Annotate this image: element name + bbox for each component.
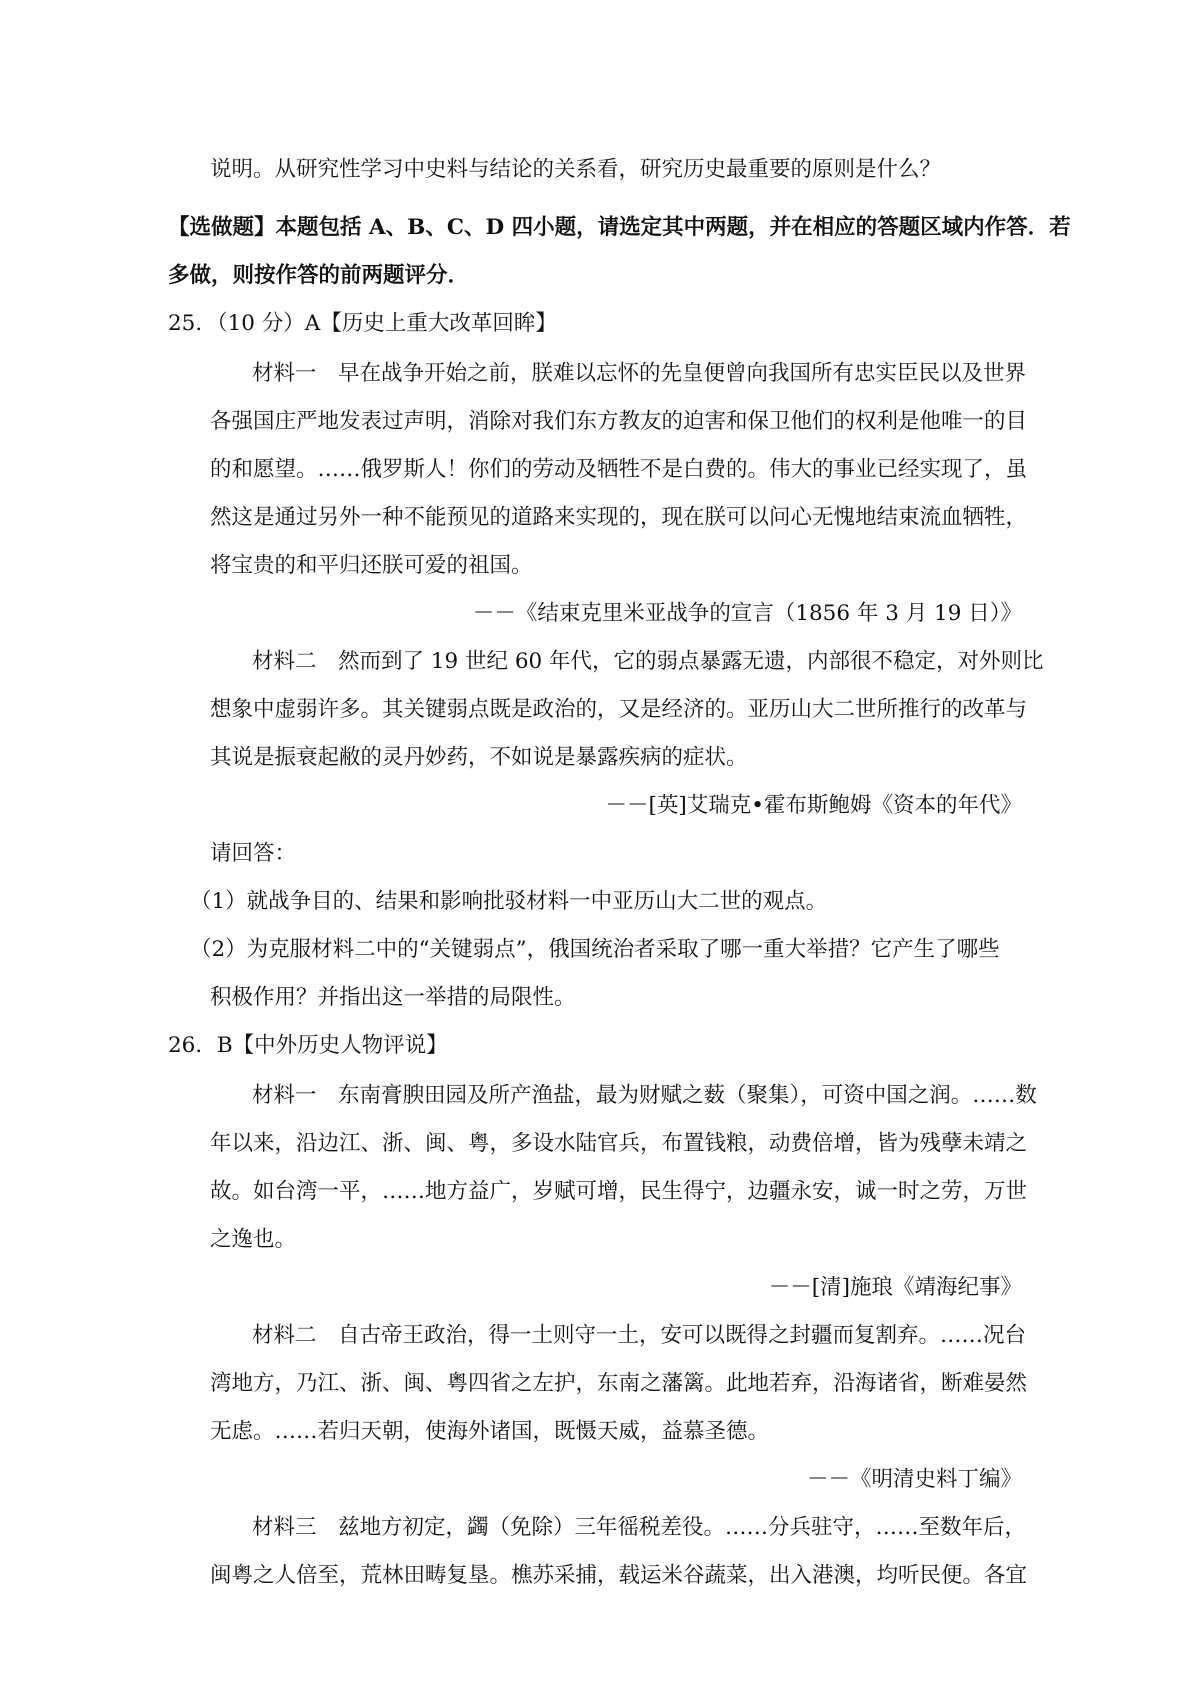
elective-instruction-line1: 【选做题】本题包括 A、B、C、D 四小题，请选定其中两题，并在相应的答题区域内作答．若 bbox=[168, 215, 1071, 240]
q25-material1-line: 然这是通过另外一种不能预见的道路来实现的，现在朕可以问心无愧地结束流血牺牲， bbox=[210, 505, 1028, 530]
q25-prompt: 请回答： bbox=[210, 841, 297, 866]
q26-source2: －－《明清史料丁编》 bbox=[806, 1467, 1022, 1492]
q25-material1-line: 将宝贵的和平归还朕可爱的祖国。 bbox=[210, 553, 533, 578]
q25-question2-line: 积极作用？并指出这一举措的局限性。 bbox=[210, 985, 576, 1010]
q25-question1: （1）就战争目的、结果和影响批驳材料一中亚历山大二世的观点。 bbox=[190, 889, 828, 914]
q25-material1-line: 的和愿望。……俄罗斯人！你们的劳动及牺牲不是白费的。伟大的事业已经实现了，虽 bbox=[210, 457, 1028, 482]
q25-material1-line: 各强国庄严地发表过声明，消除对我们东方教友的迫害和保卫他们的权利是他唯一的目 bbox=[210, 409, 1028, 434]
elective-instruction-line2: 多做，则按作答的前两题评分． bbox=[168, 263, 470, 288]
q25-source1: －－《结束克里米亚战争的宣言（1856 年 3 月 19 日）》 bbox=[472, 601, 1022, 626]
q25-material1-line: 材料一 早在战争开始之前，朕难以忘怀的先皇便曾向我国所有忠实臣民以及世界 bbox=[252, 361, 1027, 386]
q25-material2-line: 材料二 然而到了 19 世纪 60 年代，它的弱点暴露无遗，内部很不稳定，对外则比 bbox=[252, 649, 1044, 674]
q26-material2-line: 湾地方，乃江、浙、闽、粤四省之左护，东南之藩篱。此地若弃，沿海诸省，断难晏然 bbox=[210, 1371, 1028, 1396]
q25-question2-line: （2）为克服材料二中的“关键弱点”，俄国统治者采取了哪一重大举措？它产生了哪些 bbox=[190, 937, 1000, 962]
q25-source2: －－[英]艾瑞克•霍布斯鲍姆《资本的年代》 bbox=[605, 793, 1022, 818]
question-26-heading: 26．B【中外历史人物评说】 bbox=[168, 1033, 448, 1058]
question-25-heading: 25．（10 分）A【历史上重大改革回眸】 bbox=[168, 311, 557, 336]
q26-material1-line: 之逸也。 bbox=[210, 1227, 297, 1252]
q26-material3-line: 闽粤之人倍至，荒林田畴复垦。樵苏采捕，载运米谷蔬菜，出入港澳，均听民便。各宜 bbox=[210, 1563, 1028, 1588]
q26-material2-line: 材料二 自古帝王政治，得一土则守一土，安可以既得之封疆而复割弃。……况台 bbox=[252, 1323, 1027, 1348]
q26-material2-line: 无虑。……若归天朝，使海外诸国，既慑天威，益慕圣德。 bbox=[210, 1419, 770, 1444]
q26-material1-line: 材料一 东南膏腴田园及所产渔盐，最为财赋之薮（聚集），可资中国之润。……数 bbox=[252, 1083, 1037, 1108]
q26-material1-line: 故。如台湾一平，……地方益广，岁赋可增，民生得宁，边疆永安，诚一时之劳，万世 bbox=[210, 1179, 1028, 1204]
intro-line: 说明。从研究性学习中史料与结论的关系看，研究历史最重要的原则是什么？ bbox=[210, 157, 942, 182]
q26-material3-line: 材料三 兹地方初定，蠲（免除）三年徭税差役。……分兵驻守，……至数年后， bbox=[252, 1515, 1027, 1540]
q26-source1: －－[清]施琅《靖海纪事》 bbox=[768, 1275, 1022, 1300]
q26-material1-line: 年以来，沿边江、浙、闽、粤，多设水陆官兵，布置钱粮，动费倍增，皆为残孽未靖之 bbox=[210, 1131, 1028, 1156]
q25-material2-line: 其说是振衰起敝的灵丹妙药，不如说是暴露疾病的症状。 bbox=[210, 745, 748, 770]
q25-material2-line: 想象中虚弱许多。其关键弱点既是政治的，又是经济的。亚历山大二世所推行的改革与 bbox=[210, 697, 1028, 722]
